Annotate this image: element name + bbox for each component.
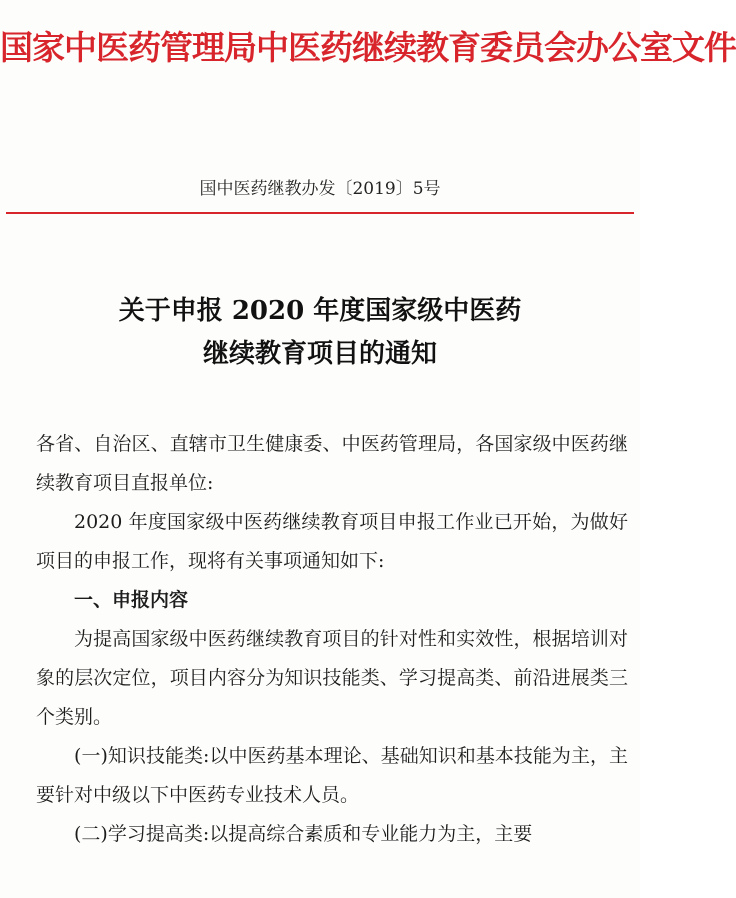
section-paragraph: 为提高国家级中医药继续教育项目的针对性和实效性，根据培训对象的层次定位，项目内容分为知识技能类、学习提高类、前沿进展类三个类别。 [36,628,628,728]
issuer-title: 国家中医药管理局中医药继续教育委员会办公室文件 [0,28,736,67]
notice-title-line2: 继续教育项目的通知 [202,339,437,369]
notice-body [36,425,628,854]
notice-title-line1: 关于申报 2020 年度国家级中医药 [118,296,522,326]
salutation: 各省、自治区、直辖市卫生健康委、中医药管理局，各国家级中医药继续教育项目直报单位: [36,433,628,494]
notice-title [0,290,640,376]
item-knowledge-skills: (一)知识技能类:以中医药基本理论、基础知识和基本技能为主，主要针对中级以下中医药专业技术人员。 [36,745,628,806]
item-study-improvement: (二)学习提高类:以提高综合素质和专业能力为主，主要 [74,823,533,845]
intro-paragraph: 2020 年度国家级中医药继续教育项目申报工作业已开始，为做好项目的申报工作，现将有关事项通知如下: [36,511,628,572]
document-number: 国中医药继教办发〔2019〕5号 [199,179,441,199]
section-heading: 一、申报内容 [74,589,189,611]
red-divider [6,212,634,214]
